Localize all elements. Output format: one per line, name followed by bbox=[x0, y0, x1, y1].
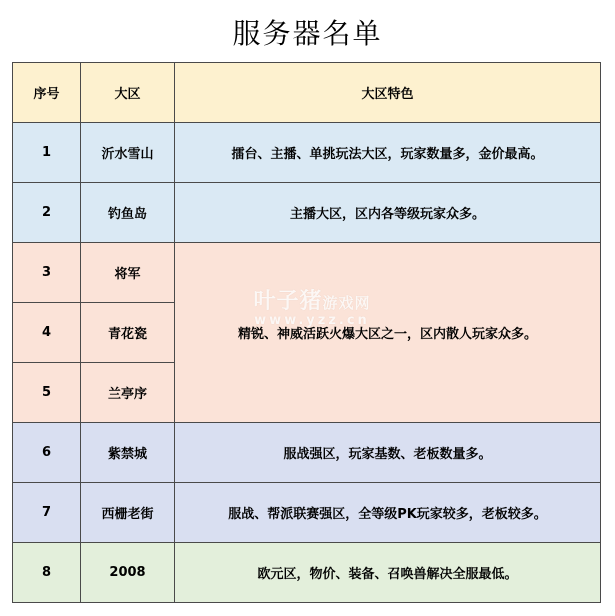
row-no: 6 bbox=[13, 423, 81, 483]
table-header-row bbox=[13, 63, 601, 123]
row-region: 将军 bbox=[81, 243, 175, 303]
row-feature: 欧元区，物价、装备、召唤兽解决全服最低。 bbox=[175, 543, 601, 603]
header-region: 大区 bbox=[81, 63, 175, 123]
table-row bbox=[13, 483, 601, 543]
row-feature: 擂台、主播、单挑玩法大区，玩家数量多，金价最高。 bbox=[175, 123, 601, 183]
row-no: 3 bbox=[13, 243, 81, 303]
header-no: 序号 bbox=[13, 63, 81, 123]
row-region: 兰亭序 bbox=[81, 363, 175, 423]
row-region: 西栅老街 bbox=[81, 483, 175, 543]
row-feature: 服战强区，玩家基数、老板数量多。 bbox=[175, 423, 601, 483]
row-region: 青花瓷 bbox=[81, 303, 175, 363]
row-region: 钓鱼岛 bbox=[81, 183, 175, 243]
row-no: 2 bbox=[13, 183, 81, 243]
watermark-brand-name: 叶子猪 bbox=[253, 289, 323, 314]
page-title: 服务器名单 bbox=[232, 17, 383, 50]
table-row bbox=[13, 183, 601, 243]
row-no: 4 bbox=[13, 303, 81, 363]
row-feature: 精锐、神威活跃火爆大区之一，区内散人玩家众多。 bbox=[175, 243, 601, 423]
row-no: 5 bbox=[13, 363, 81, 423]
row-no: 8 bbox=[13, 543, 81, 603]
row-region: 2008 bbox=[81, 543, 175, 603]
row-region: 沂水雪山 bbox=[81, 123, 175, 183]
row-feature: 主播大区，区内各等级玩家众多。 bbox=[175, 183, 601, 243]
header-feature: 大区特色 bbox=[175, 63, 601, 123]
row-no: 1 bbox=[13, 123, 81, 183]
watermark-url: www.yzz.cn bbox=[254, 313, 370, 328]
row-feature: 服战、帮派联赛强区，全等级PK玩家较多，老板较多。 bbox=[175, 483, 601, 543]
table-row bbox=[13, 543, 601, 603]
table-row bbox=[13, 423, 601, 483]
table-row bbox=[13, 123, 601, 183]
watermark-suffix: 游戏网 bbox=[322, 294, 371, 312]
table-row bbox=[13, 243, 601, 303]
server-table bbox=[12, 62, 601, 603]
row-region: 紫禁城 bbox=[81, 423, 175, 483]
row-no: 7 bbox=[13, 483, 81, 543]
